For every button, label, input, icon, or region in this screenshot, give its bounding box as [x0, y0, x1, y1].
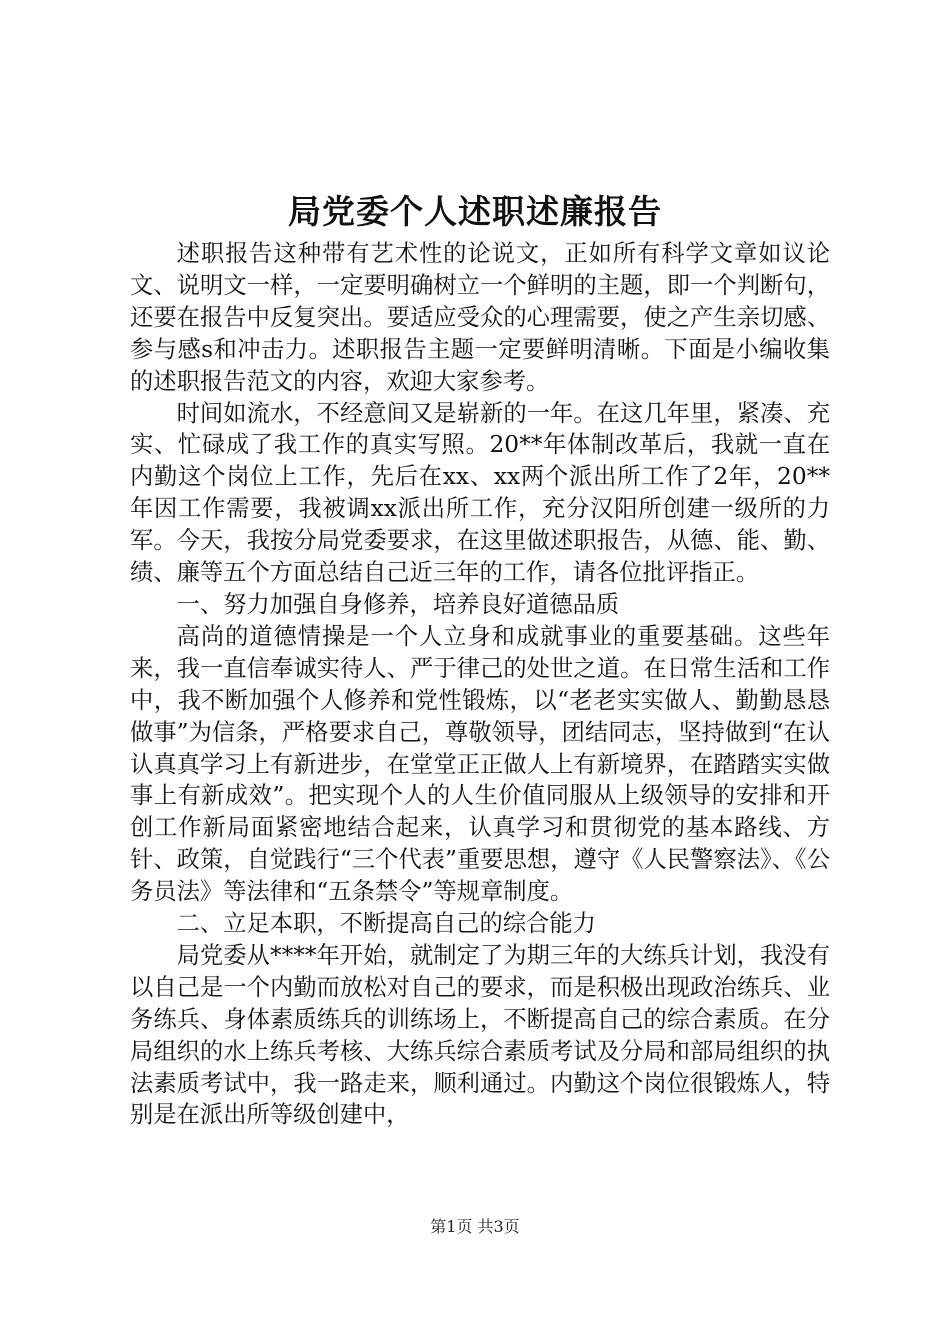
paragraph-intro: 述职报告这种带有艺术性的论说文，正如所有科学文章如议论文、说明文一样，一定要明确树立一个鲜明的主题，即一个判断句，还要在报告中反复突出。要适应受众的心理需要，使之产生亲切感、参与感s和冲击力。述职报告主题一定要鲜明清晰。下面是小编收集的述职报告范文的内容，欢迎大家参考。	[130, 240, 830, 395]
paragraph-opening: 时间如流水，不经意间又是崭新的一年。在这几年里，紧凑、充实、忙碌成了我工作的真实写照。20**年体制改革后，我就一直在内勤这个岗位上工作，先后在xx、xx两个派出所工作了2年，20**年因工作需要，我被调xx派出所工作，充分汉阳所创建一级所的力军。今天，我按分局党委要求，在这里做述职报告，从德、能、勤、绩、廉等五个方面总结自己近三年的工作，请各位批评指正。	[130, 399, 830, 587]
section-heading-2: 二、立足本职，不断提高自己的综合能力	[176, 910, 596, 938]
section-heading-1: 一、努力加强自身修养，培养良好道德品质	[176, 590, 620, 618]
document-body	[130, 238, 830, 1131]
paragraph-section-1: 高尚的道德情操是一个人立身和成就事业的重要基础。这些年来，我一直信奉诚实待人、严于律己的处世之道。在日常生活和工作中，我不断加强个人修养和党性锻炼，以“老老实实做人、勤勤恳恳做事”为信条，严格要求自己，尊敬领导，团结同志，坚持做到“在认认真真学习上有新进步，在堂堂正正做人上有新境界，在踏踏实实做事上有新成效”。把实现个人的人生价值同服从上级领导的安排和开创工作新局面紧密地结合起来，认真学习和贯彻党的基本路线、方针、政策，自觉践行“三个代表”重要思想，遵守《人民警察法》、《公务员法》等法律和“五条禁令”等规章制度。	[130, 622, 830, 906]
document-title: 局党委个人述职述廉报告	[288, 192, 662, 231]
page-number-footer: 第1页 共3页	[430, 1217, 520, 1236]
paragraph-section-2: 局党委从****年开始，就制定了为期三年的大练兵计划，我没有以自己是一个内勤而放松对自己的要求，而是积极出现政治练兵、业务练兵、身体素质练兵的训练场上，不断提高自己的综合素质。在分局组织的水上练兵考核、大练兵综合素质考试及分局和部局组织的执法素质考试中，我一路走来，顺利通过。内勤这个岗位很锻炼人，特别是在派出所等级创建中，	[130, 941, 830, 1129]
